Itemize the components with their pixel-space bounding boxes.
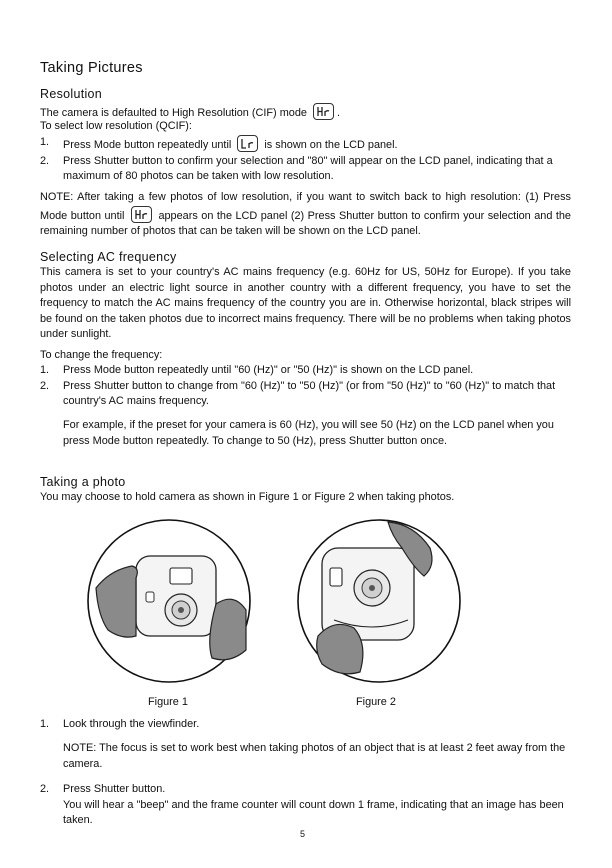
low-res-lcd-icon — [237, 135, 258, 152]
figure-2-illustration — [296, 518, 462, 684]
note-text: NOTE: After taking a few photos of low resolution, if you want to switch back to high resolution: (1) Press Mode button until — [40, 191, 571, 222]
step-number: 1. — [40, 364, 50, 376]
ac-paragraph: This camera is set to your country's AC mains frequency (e.g. 60Hz for US, 50Hz for Europe). If you take photos under an electric light source in another country with a different frequency, you have to set the frequency to match the AC mains frequency of the country you are in. Otherwise horizontal, black stripes will be found on the taken photos due to incorrect mains frequency. There will be no problems when taking photos under sunlight. — [40, 266, 571, 341]
step-text: Press Shutter button to change from "60 (Hz)" to "50 (Hz)" (or from "50 (Hz)" to "60 (Hz)" to match that country's AC mains frequency. — [63, 379, 556, 408]
list-item — [40, 379, 571, 410]
hi-res-lcd-icon — [313, 103, 334, 120]
resolution-default-period: . — [336, 107, 341, 119]
list-item — [40, 135, 571, 154]
note-text-end: appears on the LCD panel (2) Press Shutter button to confirm your selection and the remaining number of photos that can be taken will be shown on the LCD panel. — [40, 209, 571, 238]
resolution-default-text: The camera is defaulted to High Resolution (CIF) mode — [40, 107, 307, 119]
step-text: Press Mode button repeatedly until — [63, 139, 232, 151]
ac-heading: Selecting AC frequency — [40, 250, 177, 264]
list-item — [40, 363, 571, 379]
ac-example: For example, if the preset for your camera is 60 (Hz), you will see 50 (Hz) on the LCD panel when you press Mode button repeatedly. To change to 50 (Hz), press Shutter button once. — [63, 419, 554, 447]
list-item — [40, 782, 571, 829]
step-number: 1. — [40, 718, 50, 730]
ac-change-intro: To change the frequency: — [40, 349, 163, 361]
step-detail: You will hear a "beep" and the frame counter will count down 1 frame, indicating that an image has been taken. — [63, 798, 564, 827]
list-item — [40, 154, 571, 185]
figure-1-illustration — [86, 518, 252, 684]
figure-2-caption: Figure 2 — [356, 696, 396, 708]
resolution-steps — [40, 135, 571, 185]
resolution-heading: Resolution — [40, 87, 103, 101]
step-text: Look through the viewfinder. — [63, 718, 200, 730]
photo-steps — [40, 717, 571, 733]
page-number: 5 — [300, 829, 306, 839]
list-item — [40, 717, 571, 733]
photo-intro: You may choose to hold camera as shown in Figure 1 or Figure 2 when taking photos. — [40, 491, 455, 503]
step-text: Press Shutter button to confirm your selection and "80" will appear on the LCD panel, indicating that a maximum of 80 photos can be taken with low resolution. — [63, 154, 553, 183]
figure-1-caption: Figure 1 — [148, 696, 188, 708]
step-number: 2. — [40, 154, 50, 167]
step-number: 2. — [40, 783, 50, 795]
photo-steps-2 — [40, 782, 571, 829]
step-number: 1. — [40, 136, 50, 148]
step-text-end: is shown on the LCD panel. — [264, 139, 398, 151]
ac-steps — [40, 363, 571, 410]
step-text: Press Mode button repeatedly until "60 (Hz)" or "50 (Hz)" is shown on the LCD panel. — [63, 364, 474, 376]
photo-heading: Taking a photo — [40, 475, 126, 489]
page-title: Taking Pictures — [40, 60, 143, 76]
step-number: 2. — [40, 379, 50, 392]
focus-note: NOTE: The focus is set to work best when taking photos of an object that is at least 2 feet away from the camera. — [63, 742, 566, 770]
resolution-select-low: To select low resolution (QCIF): — [40, 120, 192, 132]
resolution-note — [40, 190, 571, 240]
hi-res-lcd-icon — [131, 206, 152, 223]
step-text: Press Shutter button. — [63, 783, 166, 795]
